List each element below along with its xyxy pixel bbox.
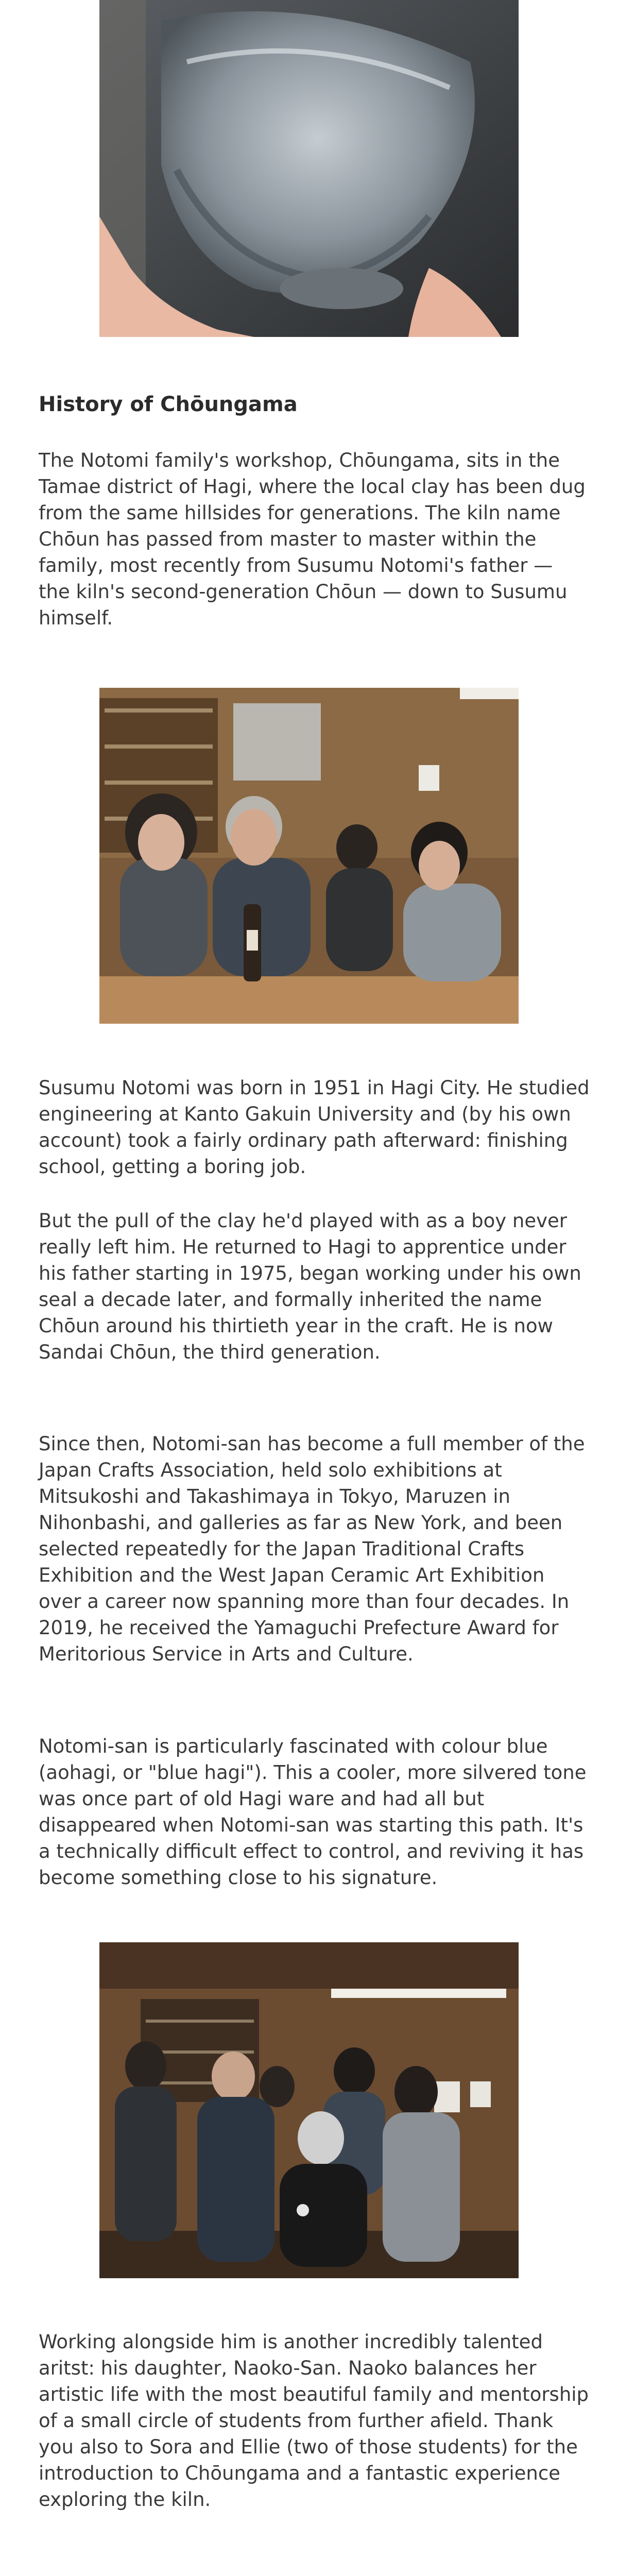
paragraph-apprenticeship: But the pull of the clay he'd played with as a boy never really left him. He returned to Hagi to apprentice under his father starting in 1975, began working under his own seal a decade later, and formally inherited the name Chōun around his thirtieth year in the craft. He is now Sandai Chōun, the third generation. [39,1210,581,1363]
paragraph-early-life: Susumu Notomi was born in 1951 in Hagi City. He studied engineering at Kanto Gakuin University and (by his own account) took a fairly ordinary path afterward: finishing school, getting a boring job. [39,1077,590,1178]
family-toast-photo [99,688,519,1024]
studio-group-photo [99,1942,519,2278]
family-toast-photo-image [99,688,519,1024]
paragraph-blue-hagi: Notomi-san is particularly fascinated with colour blue (aohagi, or "blue hagi"). This a cooler, more silvered tone was once part of old Hagi ware and had all but disappeared when Notomi-san was starting this path. It's a technically difficult effect to control, and reviving it has become something close to his signature. [39,1735,587,1889]
bowl-photo [99,0,519,337]
bowl-photo-image [99,0,519,337]
paragraph-career: Since then, Notomi-san has become a full member of the Japan Crafts Association, held solo exhibitions at Mitsukoshi and Takashimaya in Tokyo, Maruzen in Nihonbashi, and galleries as far as New York, and been selected repeatedly for the Japan Traditional Crafts Exhibition and the West Japan Ceramic Art Exhibition over a career now spanning more than four decades. In 2019, he received the Yamaguchi Prefecture Award for Meritorious Service in Arts and Culture. [39,1433,585,1665]
studio-group-photo-image [99,1942,519,2278]
paragraph-kiln-history: The Notomi family's workshop, Chōungama, sits in the Tamae district of Hagi, where the local clay has been dug from the same hillsides for generations. The kiln name Chōun has passed from master to master within the family, most recently from Susumu Notomi's father — the kiln's second-generation Chōun — down to Susumu himself. [39,449,586,629]
section-heading: History of Chōungama [39,393,298,416]
paragraph-naoko: Working alongside him is another incredibly talented aritst: his daughter, Naoko-San. Naoko balances her artistic life with the most beautiful family and mentorship of a small circle of students from further afield. Thank you also to Sora and Ellie (two of those students) for the introduction to Chōungama and a fantastic experience exploring the kiln. [39,2331,589,2511]
